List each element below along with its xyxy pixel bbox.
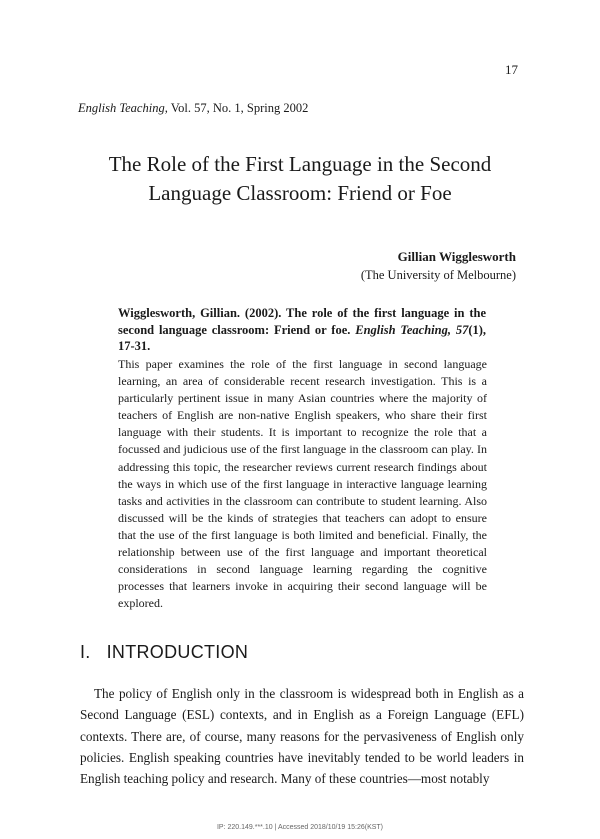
title-line-1: The Role of the First Language in the Second: [108, 152, 492, 176]
author-block: [361, 247, 516, 285]
author-name: Gillian Wigglesworth: [397, 249, 516, 264]
author-affiliation: (The University of Melbourne): [360, 268, 516, 282]
section-heading: [80, 642, 248, 663]
citation-text: Wigglesworth, Gillian. (2002). The role of the first language in the second language classroom: Friend or foe.: [118, 306, 486, 337]
page-number: 17: [505, 62, 518, 77]
citation-issue-pages: (1), 17-31.: [118, 322, 487, 353]
citation-journal: English Teaching,: [355, 322, 451, 337]
citation: [118, 305, 486, 355]
section-number: I.: [80, 642, 91, 662]
abstract: This paper examines the role of the first language in second language learning, an area of considerable recent research investigation. This is a particularly pertinent issue in many Asian countries where the majority of teachers of English are non-native English speakers, who share their first language with their students. It is important to recognize the role that a focussed and judicious use of the first language in the classroom can play. In addressing this topic, the researcher reviews current research findings about the ways in which use of the first language in interactive language learning tasks and activities in the classroom can contribute to student learning. Also discussed will be the kinds of strategies that teachers can adopt to ensure that the use of the first language is both limited and beneficial. Finally, the relationship between use of the first language and important theoretical considerations in second language learning regarding the cognitive processes that learners invoke in acquiring their second language will be explored.: [118, 357, 487, 611]
paper-title: [40, 150, 560, 208]
access-footer: IP: 220.149.***.10 | Accessed 2018/10/19 15:26(KST): [216, 824, 384, 831]
citation-volume: 57: [455, 322, 469, 337]
section-title: INTRODUCTION: [106, 642, 249, 662]
title-line-2: Language Classroom: Friend or Foe: [148, 181, 452, 205]
journal-details: Vol. 57, No. 1, Spring 2002: [170, 101, 309, 115]
journal-header: [78, 101, 308, 116]
journal-name: English Teaching,: [78, 101, 168, 115]
body-paragraph: The policy of English only in the classroom is widespread both in English as a Second Language (ESL) contexts, and in English as a Foreign Language (EFL) contexts. There are, of course, many reasons for the pervasiveness of English only policies. English speaking countries have inevitably tended to be world leaders in English teaching policy and research. Many of these countries—most notably: [80, 686, 524, 787]
